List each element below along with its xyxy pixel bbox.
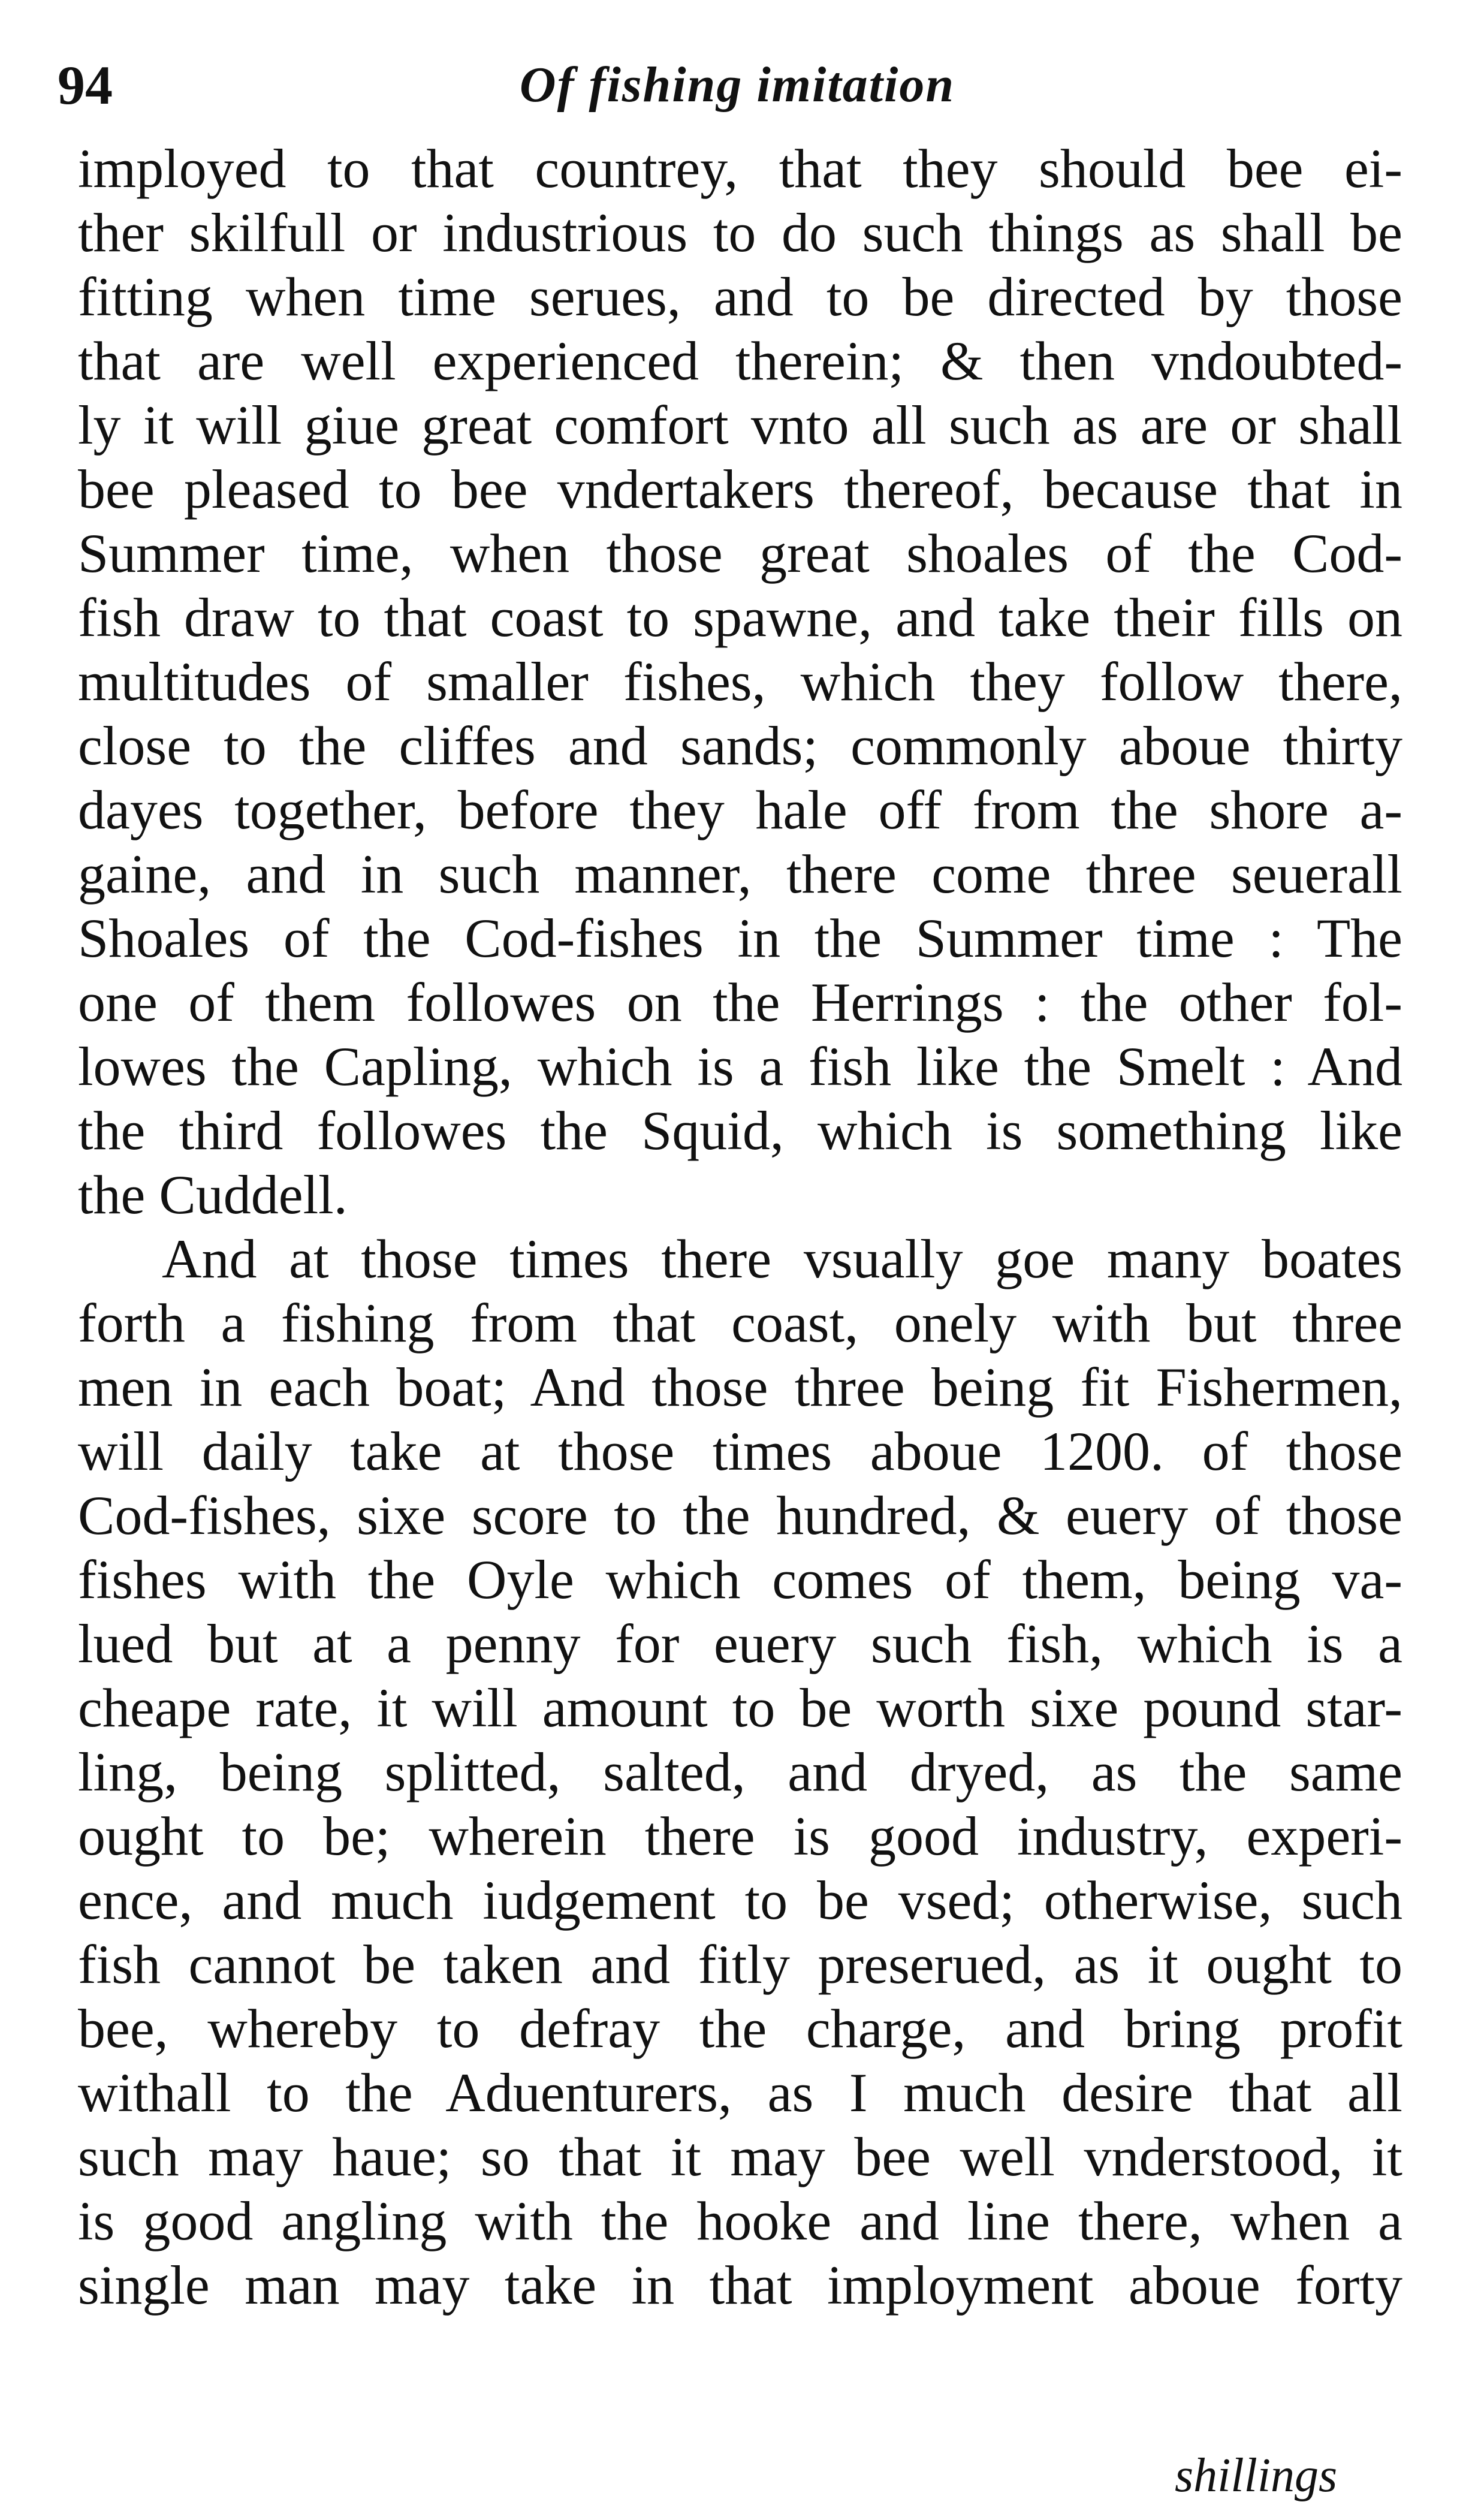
text-line: such may haue; so that it may bee well vnderstood, it	[78, 2126, 1402, 2187]
text-line: fishes with the Oyle which comes of them, being va-	[78, 1549, 1402, 1610]
text-line: that are well experienced therein; & then vndoubted-	[78, 330, 1402, 391]
text-line: lowes the Capling, which is a fish like the Smelt : And	[78, 1036, 1402, 1097]
text-line: forth a fishing from that coast, onely with but three	[78, 1292, 1402, 1354]
text-line: the third followes the Squid, which is something like	[78, 1100, 1402, 1161]
text-line: ling, being splitted, salted, and dryed, as the same	[78, 1741, 1402, 1802]
text-line: ence, and much iudgement to be vsed; otherwise, such	[78, 1870, 1402, 1931]
text-line: fish draw to that coast to spawne, and take their fills on	[78, 587, 1402, 648]
paragraph	[78, 137, 1402, 1227]
text-line: the Cuddell.	[78, 1164, 348, 1225]
text-line: single man may take in that imployment aboue forty	[78, 2254, 1402, 2316]
text-line: And at those times there vsually goe many boates	[162, 1228, 1402, 1289]
text-line: ther skilfull or industrious to do such things as shall be	[78, 202, 1402, 263]
body-text	[78, 137, 1402, 2317]
text-line: ought to be; wherein there is good industry, experi-	[78, 1805, 1402, 1867]
text-line: lued but at a penny for euery such fish, which is a	[78, 1613, 1402, 1674]
text-line: bee pleased to bee vndertakers thereof, because that in	[78, 459, 1402, 520]
text-line: Summer time, when those great shoales of the Cod-	[78, 523, 1402, 584]
paragraph	[78, 1227, 1402, 2317]
text-line: bee, whereby to defray the charge, and bring profit	[78, 1998, 1402, 2059]
text-line: will daily take at those times aboue 1200. of those	[78, 1421, 1402, 1482]
page-number: 94	[58, 55, 113, 116]
text-line: cheape rate, it will amount to be worth sixe pound star-	[78, 1677, 1402, 1738]
text-line: withall to the Aduenturers, as I much desire that all	[78, 2062, 1402, 2123]
running-head: Of fishing imitation	[519, 57, 955, 113]
text-line: imployed to that countrey, that they should bee ei-	[78, 138, 1402, 199]
text-line: fish cannot be taken and fitly preserued, as it ought to	[78, 1934, 1402, 1995]
text-line: ly it will giue great comfort vnto all such as are or shall	[78, 394, 1402, 456]
text-line: multitudes of smaller fishes, which they follow there,	[78, 651, 1402, 712]
text-line: is good angling with the hooke and line there, when a	[78, 2190, 1402, 2251]
text-line: dayes together, before they hale off from the shore a-	[78, 779, 1402, 840]
text-line: men in each boat; And those three being fit Fishermen,	[78, 1357, 1402, 1418]
text-line: close to the cliffes and sands; commonly aboue thirty	[78, 715, 1402, 776]
catchword: shillings	[1175, 2449, 1338, 2502]
text-line: one of them followes on the Herrings : the other fol-	[78, 972, 1402, 1033]
text-line: Shoales of the Cod-fishes in the Summer time : The	[78, 908, 1402, 969]
text-line: gaine, and in such manner, there come three seuerall	[78, 843, 1402, 905]
text-line: Cod-fishes, sixe score to the hundred, & euery of those	[78, 1485, 1402, 1546]
text-line: fitting when time serues, and to be directed by those	[78, 266, 1402, 327]
